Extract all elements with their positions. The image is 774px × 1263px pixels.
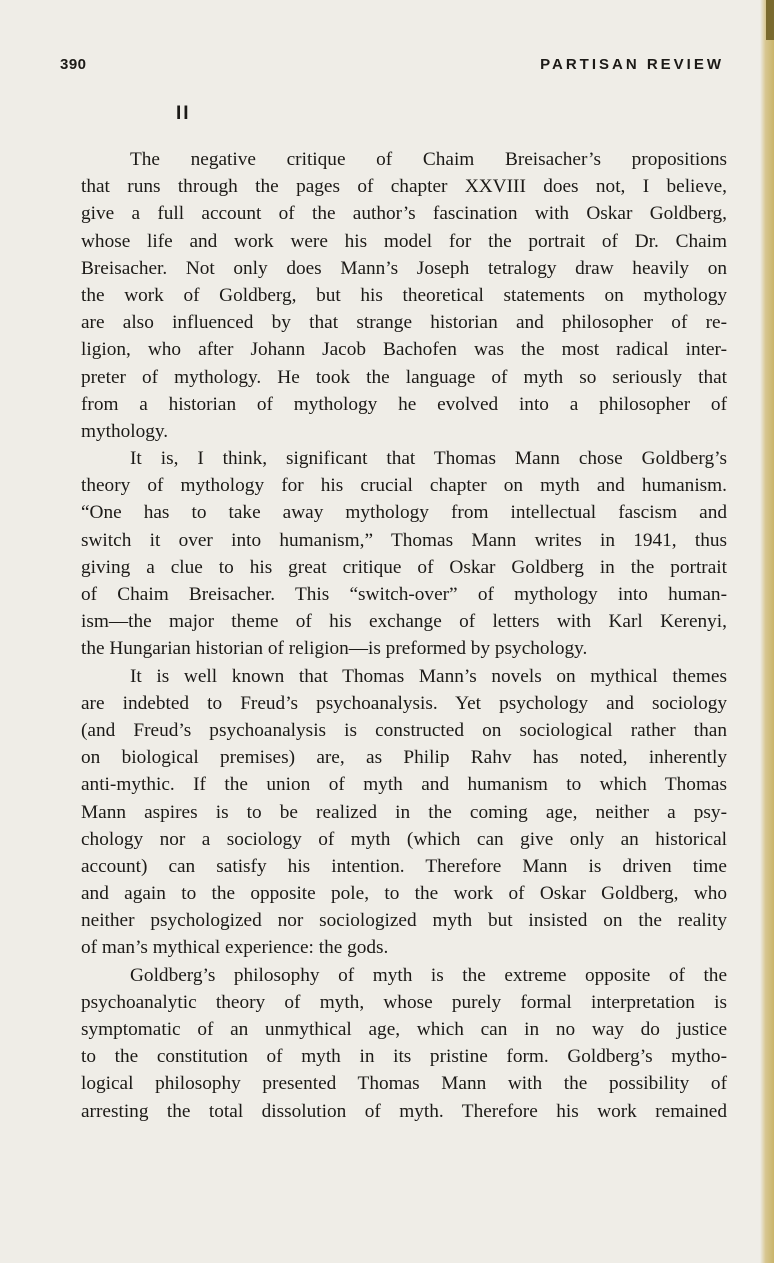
text-line: preter of mythology. He took the language of myth so seriously that [81,366,727,388]
text-line: of Chaim Breisacher. This “switch-over” of mythology into human- [81,584,727,605]
text-line: Mann aspires is to be realized in the coming age, neither a psy- [81,801,727,823]
text-line: account) can satisfy his intention. Therefore Mann is driven time [81,855,727,877]
text-line: logical philosophy presented Thomas Mann with the possibility of [81,1073,727,1095]
text-line: chology nor a sociology of myth (which can give only an historical [81,828,727,850]
text-line: giving a clue to his great critique of Oskar Goldberg in the portrait [81,556,727,578]
text-line: theory of mythology for his crucial chapter on myth and humanism. [81,475,727,497]
text-line: (and Freud’s psychoanalysis is constructed on sociological rather than [81,719,727,741]
text-line: are indebted to Freud’s psychoanalysis. Yet psychology and sociology [81,692,727,714]
text-line: whose life and work were his model for the portrait of Dr. Chaim [81,230,727,252]
body-text [81,146,727,1125]
text-line: and again to the opposite pole, to the work of Oskar Goldberg, who [81,883,727,905]
text-line: of man’s mythical experience: the gods. [81,937,389,959]
text-line: to the constitution of myth in its pristine form. Goldberg’s mytho- [81,1046,727,1068]
text-line: give a full account of the author’s fascination with Oskar Goldberg, [81,203,727,225]
text-line: mythology. [81,420,169,442]
text-line: It is well known that Thomas Mann’s novels on mythical themes [130,665,727,687]
text-line: on biological premises) are, as Philip Rahv has noted, inherently [81,747,727,769]
text-line: “One has to take away mythology from intellectual fascism and [81,502,727,524]
paragraph [81,962,727,1125]
paragraph [81,445,727,663]
page-edge-mark [766,0,774,40]
text-line: It is, I think, significant that Thomas Mann chose Goldberg’s [130,448,727,470]
text-line: Goldberg’s philosophy of myth is the extreme opposite of the [130,964,727,986]
paragraph [81,146,727,445]
paragraph [81,663,727,962]
running-head: PARTISAN REVIEW [540,56,724,73]
text-line: ligion, who after Johann Jacob Bachofen was the most radical inter- [81,339,727,361]
text-line: switch it over into humanism,” Thomas Mann writes in 1941, thus [81,529,727,551]
text-line: symptomatic of an unmythical age, which can in no way do justice [81,1019,727,1040]
text-line: from a historian of mythology he evolved into a philosopher of [81,393,727,415]
page-header [60,56,724,86]
text-line: Breisacher. Not only does Mann’s Joseph tetralogy draw heavily on [81,257,727,279]
text-line: psychoanalytic theory of myth, whose purely formal interpretation is [81,991,727,1013]
page-edge [760,0,774,1263]
text-line: are also influenced by that strange historian and philosopher of re- [81,312,727,334]
text-line: the work of Goldberg, but his theoretical statements on mythology [81,284,727,306]
text-line: anti-mythic. If the union of myth and humanism to which Thomas [81,774,727,796]
text-line: The negative critique of Chaim Breisacher’s propositions [130,149,727,170]
text-line: that runs through the pages of chapter XXVIII does not, I believe, [81,176,727,198]
text-line: ism—the major theme of his exchange of letters with Karl Kerenyi, [81,611,727,633]
text-line: neither psychologized nor sociologized myth but insisted on the reality [81,910,727,932]
text-line: arresting the total dissolution of myth. Therefore his work remained [81,1100,727,1122]
section-number: II [176,103,191,124]
text-line: the Hungarian historian of religion—is preformed by psychology. [81,638,588,660]
page-number: 390 [60,56,87,73]
